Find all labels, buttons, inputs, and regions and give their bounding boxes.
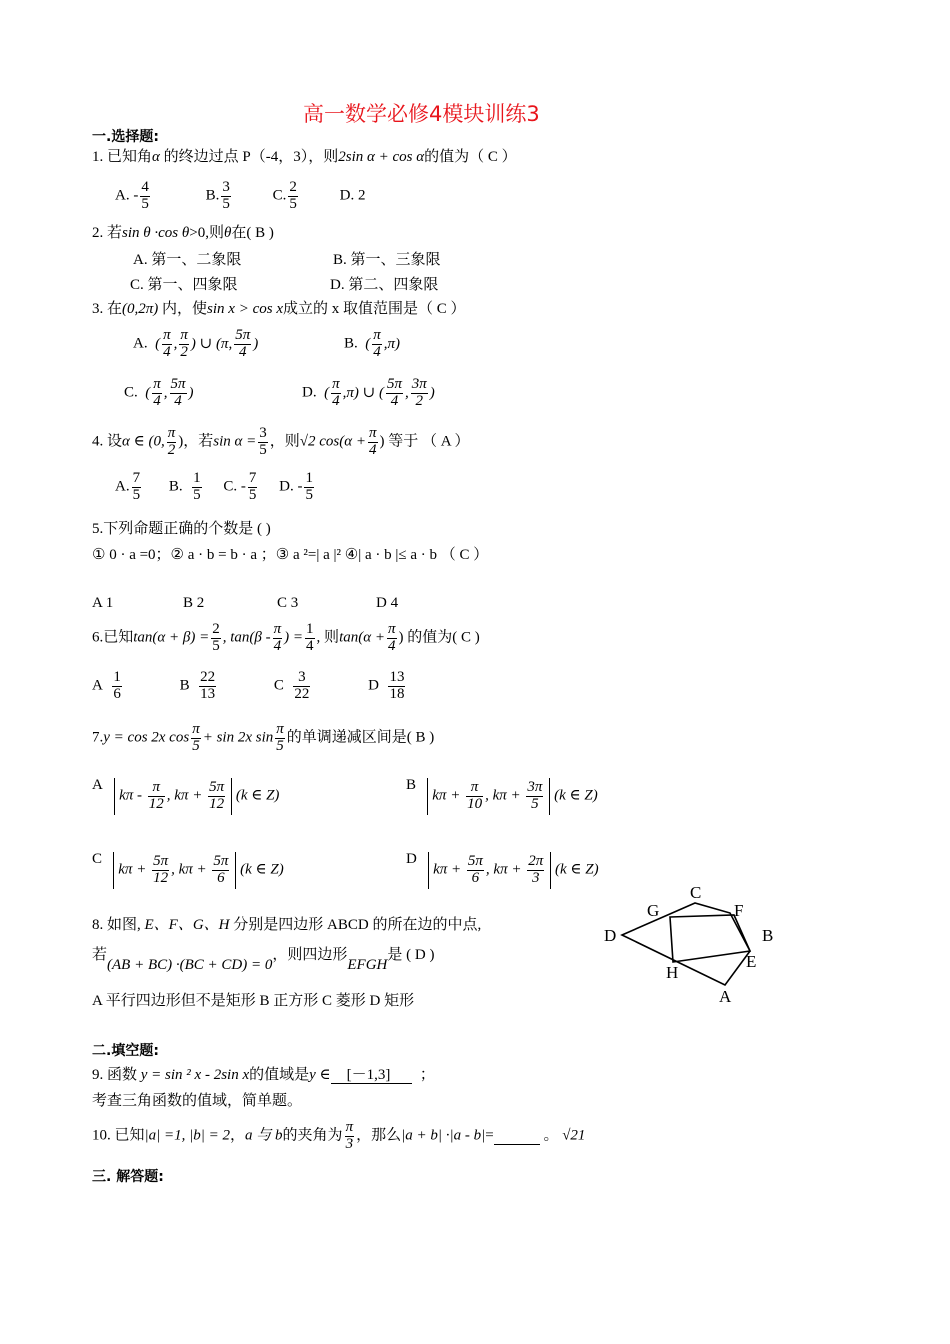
- figure-label-b: B: [762, 926, 774, 945]
- question-5-items: ① 0 · a =0；② a · b = b · a ；③ a ²=| a |² ④| a · b |≤ a · b （ C ）: [92, 547, 489, 563]
- quadrilateral-figure: [600, 885, 790, 1015]
- figure-label-f: F: [734, 901, 744, 920]
- question-5-option-a: A 1: [92, 595, 114, 611]
- question-9-note: 考查三角函数的值域，简单题。: [92, 1093, 303, 1109]
- question-2-option-c: C. 第一、四象限: [130, 277, 238, 293]
- section-choice-heading: 一.选择题:: [92, 129, 159, 145]
- section-fill-heading: 二.填空题:: [92, 1043, 159, 1059]
- question-6: 6.已知tan(α + β) = $\frac{2}{5}$ , tan(β - $\frac{\pi}{4}$ ) = $\frac{1}{4}$ , 则tan(α + $\frac{\pi}{4}$ ) 的值为( C ): [92, 621, 480, 654]
- question-1-options: A. - $\frac{4}{5}$ B. $\frac{3}{5}$ C. $\frac{2}{5}$ D. 2: [115, 179, 366, 212]
- question-4-options: A. $\frac{7}{5}$ B. $\frac{1}{5}$ C. - $\frac{7}{5}$ D. - $\frac{1}{5}$: [115, 470, 313, 503]
- question-4: 4. 设α ∈ (0, $\frac{\pi}{2}$ )，若sin α = $\frac{3}{5}$ ，则√2 cos(α + $\frac{\pi}{4}$ ) 等于 （ A ）: [92, 425, 470, 458]
- question-3-option-d: D. ( $\frac{\pi}{4}$ ,π) ∪ ( $\frac{5\pi}{4}$ , $\frac{3\pi}{2}$ ): [302, 376, 435, 409]
- question-3-option-c: C. ( $\frac{\pi}{4}$ , $\frac{5\pi}{4}$ ): [124, 376, 194, 409]
- figure-label-g: G: [647, 901, 660, 920]
- question-7-option-a: A kπ - $\frac{\pi}{12}$ , kπ + $\frac{5\pi}{12}$ (k ∈ Z): [92, 778, 279, 815]
- question-9: 9. 函数 y = sin ² x - 2sin x的值域是y ∈ [－1,3] ；: [92, 1067, 435, 1083]
- question-3: 3. 在(0,2π) 内，使sin x > cos x成立的 x 取值范围是（ C ）: [92, 301, 466, 317]
- question-2-option-d: D. 第二、四象限: [330, 277, 439, 293]
- question-5: 5.下列命题正确的个数是 ( ): [92, 521, 271, 537]
- question-5-option-d: D 4: [376, 595, 399, 611]
- figure-label-a: A: [719, 987, 732, 1006]
- question-2: 2. 若sin θ ·cos θ>0,则θ在( B ): [92, 225, 274, 241]
- question-1: 1. 已知角α 的终边过点 P（-4，3），则2sin α + cos α的值为（ C ）: [92, 149, 517, 165]
- question-2-option-a: A. 第一、二象限: [133, 252, 242, 268]
- question-2-option-b: B. 第一、三象限: [333, 252, 441, 268]
- question-3-option-b: B. ( $\frac{\pi}{4}$ ,π): [344, 327, 401, 360]
- question-3-option-a: A. ( $\frac{\pi}{4}$ , $\frac{\pi}{2}$ ) ∪ (π, $\frac{5\pi}{4}$ ): [133, 327, 259, 360]
- question-8-options: A 平行四边形但不是矩形 B 正方形 C 菱形 D 矩形: [92, 993, 415, 1009]
- question-8-condition: 若(AB + BC) ·(BC + CD) = 0，则四边形EFGH是 ( D ): [92, 947, 435, 973]
- question-7-option-b: B kπ + $\frac{\pi}{10}$ , kπ + $\frac{3\pi}{5}$ (k ∈ Z): [406, 778, 598, 815]
- page-title: 高一数学必修4模块训练3: [303, 102, 540, 126]
- question-6-options: A $\frac{1}{6}$ B $\frac{22}{13}$ C $\frac{3}{22}$ D $\frac{13}{18}$: [92, 669, 405, 702]
- question-7: 7.y = cos 2x cos $\frac{\pi}{5}$ + sin 2x sin $\frac{\pi}{5}$ 的单调递减区间是( B ): [92, 721, 435, 754]
- question-7-option-c: C kπ + $\frac{5\pi}{12}$ , kπ + $\frac{5\pi}{6}$ (k ∈ Z): [92, 852, 284, 889]
- question-5-option-c: C 3: [277, 595, 299, 611]
- figure-label-c: C: [690, 885, 702, 902]
- section-solve-heading: 三. 解答题:: [92, 1169, 164, 1185]
- figure-label-h: H: [666, 963, 679, 982]
- question-5-option-b: B 2: [183, 595, 205, 611]
- question-7-option-d: D kπ + $\frac{5\pi}{6}$ , kπ + $\frac{2\pi}{3}$ (k ∈ Z): [406, 852, 599, 889]
- question-8: 8. 如图, E、F、G、H 分别是四边形 ABCD 的所在边的中点,: [92, 917, 482, 933]
- figure-label-e: E: [746, 952, 757, 971]
- question-10: 10. 已知|a| =1, |b| = 2，a 与 b的夹角为 $\frac{\pi}{3}$ ，那么|a + b| ·|a - b|= 。 √21: [92, 1119, 586, 1152]
- figure-label-d: D: [604, 926, 617, 945]
